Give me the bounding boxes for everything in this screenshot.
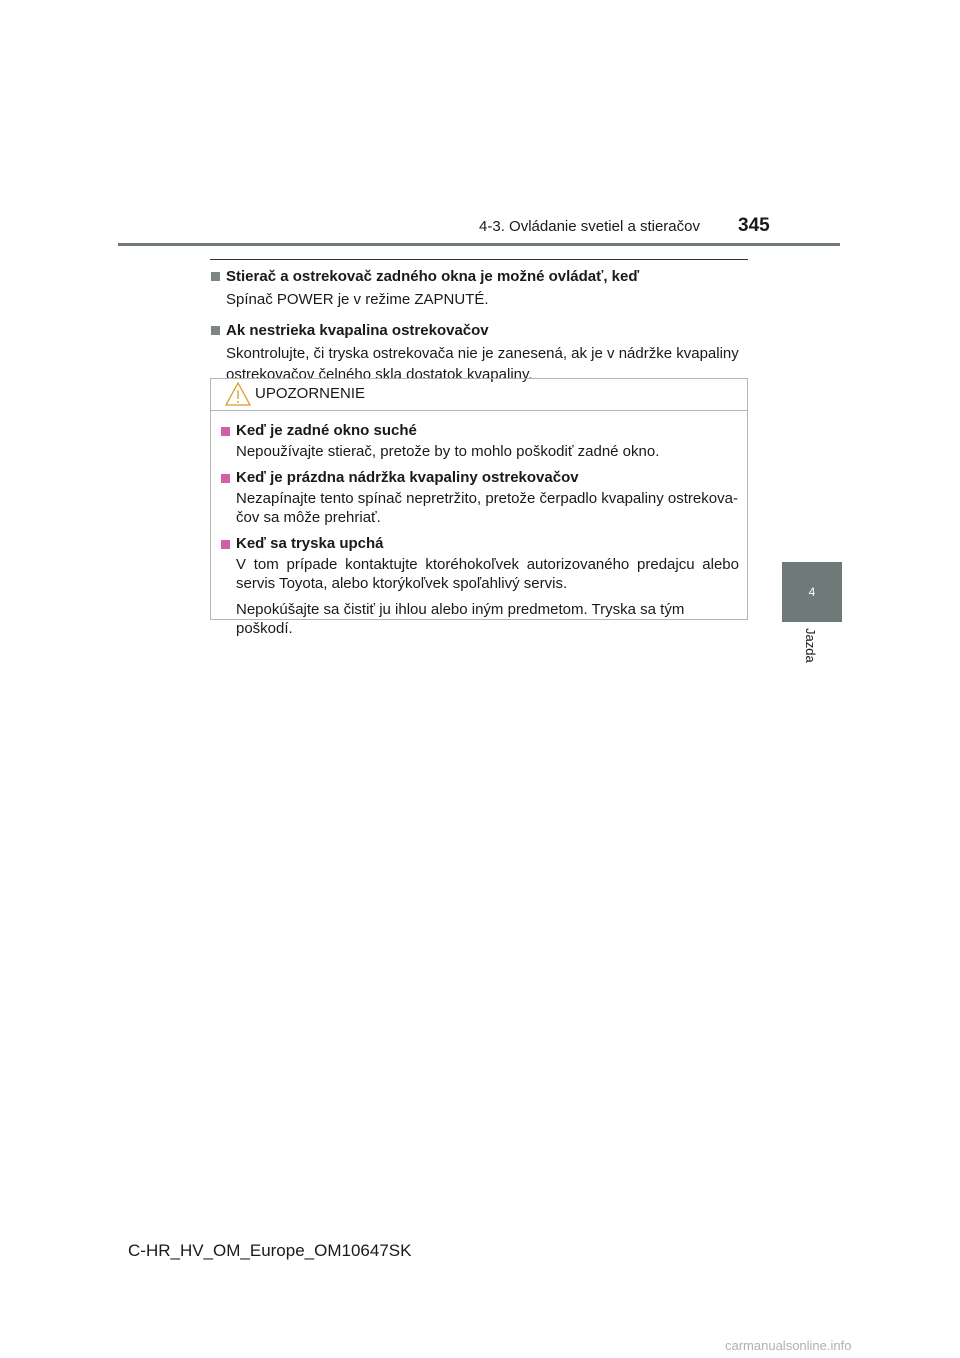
item-heading-text: Stierač a ostrekovač zadného okna je možné ovládať, keď (226, 268, 640, 285)
square-bullet-icon (211, 272, 220, 281)
caution-item (220, 534, 739, 638)
square-bullet-icon (211, 326, 220, 335)
chapter-number: 4 (808, 585, 816, 599)
chapter-label: Jazda (803, 628, 818, 663)
info-item (210, 320, 750, 385)
page-number: 345 (738, 215, 770, 236)
square-bullet-icon (221, 427, 230, 436)
section-title: 4-3. Ovládanie svetiel a stieračov (479, 218, 700, 235)
item-body: Skontrolujte, či tryska ostrekovača nie je zanesená, ak je v nádržke kvapaliny ostrekovačov čelného skla dostatok kvapaliny. (226, 345, 739, 383)
caution-header (211, 379, 747, 411)
caution-title: UPOZORNENIE (255, 385, 366, 402)
square-bullet-icon (221, 540, 230, 549)
square-bullet-icon (221, 474, 230, 483)
caution-body (211, 411, 747, 638)
info-item (210, 266, 750, 310)
watermark: carmanualsonline.info (725, 1338, 852, 1353)
caution-item (220, 421, 739, 461)
info-items (210, 266, 750, 395)
caution-item-heading-text: Keď je prázdna nádržka kvapaliny ostrekovačov (236, 469, 579, 486)
caution-item-heading (220, 421, 739, 440)
caution-item (220, 468, 739, 527)
caution-item-heading (220, 468, 739, 487)
chapter-tab[interactable] (782, 562, 842, 622)
warning-triangle-icon (225, 381, 251, 407)
item-heading (210, 266, 750, 287)
caution-item-heading (220, 534, 739, 553)
caution-item-body: Nepoužívajte stierač, pretože by to mohlo poškodiť zadné okno. (236, 443, 660, 460)
caution-item-heading-text: Keď sa tryska upchá (236, 535, 384, 552)
caution-item-body: Nezapínajte tento spínač nepretržito, pretože čerpadlo kvapaliny ostrekova-čov sa môže prehriať. (236, 490, 738, 526)
document-code: C-HR_HV_OM_Europe_OM10647SK (128, 1241, 412, 1260)
item-body: Spínač POWER je v režime ZAPNUTÉ. (226, 291, 489, 308)
caution-box (210, 378, 748, 637)
item-heading (210, 320, 750, 341)
header-divider (118, 243, 840, 246)
item-heading-text: Ak nestrieka kvapalina ostrekovačov (226, 322, 489, 339)
caution-item-heading-text: Keď je zadné okno suché (236, 422, 417, 439)
caution-item-body: V tom prípade kontaktujte ktoréhokoľvek autorizovaného predajcu alebo servis Toyota, alebo ktorýkoľvek spoľahlivý servis. (236, 556, 739, 592)
caution-item-body-extra: Nepokúšajte sa čistiť ju ihlou alebo iným predmetom. Tryska sa tým poškodí. (236, 601, 685, 637)
content-top-divider (210, 259, 748, 260)
